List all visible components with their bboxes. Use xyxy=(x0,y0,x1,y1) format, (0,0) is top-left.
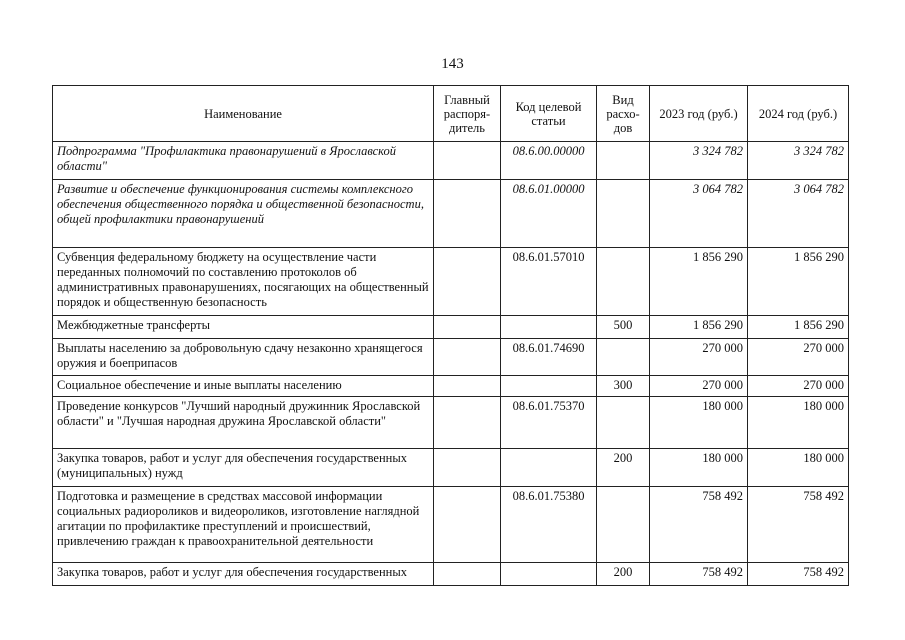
cell-2024: 1 856 290 xyxy=(748,316,849,339)
cell-code xyxy=(501,376,597,397)
header-2023: 2023 год (руб.) xyxy=(650,86,748,142)
cell-name: Выплаты населению за добровольную сдачу незаконно хранящегося оружия и боеприпасов xyxy=(53,339,434,376)
table-row xyxy=(53,376,849,397)
table-row xyxy=(53,339,849,376)
cell-kind xyxy=(597,180,650,248)
cell-code: 08.6.01.74690 xyxy=(501,339,597,376)
cell-2024: 180 000 xyxy=(748,449,849,487)
cell-2023: 758 492 xyxy=(650,563,748,586)
header-kind: Вид расхо-дов xyxy=(597,86,650,142)
cell-admin xyxy=(434,376,501,397)
cell-kind xyxy=(597,142,650,180)
table-row xyxy=(53,142,849,180)
cell-name: Развитие и обеспечение функционирования системы комплексного обеспечения общественного порядка и общественной безопасности, общей профилактики правонарушений xyxy=(53,180,434,248)
cell-code: 08.6.01.57010 xyxy=(501,248,597,316)
cell-kind: 200 xyxy=(597,449,650,487)
cell-2023: 270 000 xyxy=(650,339,748,376)
table-row xyxy=(53,487,849,563)
cell-name: Проведение конкурсов "Лучший народный дружинник Ярославской области" и "Лучшая народная дружина Ярославской области" xyxy=(53,397,434,449)
cell-2024: 1 856 290 xyxy=(748,248,849,316)
cell-2023: 270 000 xyxy=(650,376,748,397)
cell-kind: 300 xyxy=(597,376,650,397)
cell-name: Закупка товаров, работ и услуг для обеспечения государственных (муниципальных) нужд xyxy=(53,449,434,487)
cell-admin xyxy=(434,397,501,449)
cell-code xyxy=(501,563,597,586)
table-header-row xyxy=(53,86,849,142)
cell-name: Социальное обеспечение и иные выплаты населению xyxy=(53,376,434,397)
cell-code: 08.6.01.75380 xyxy=(501,487,597,563)
budget-table xyxy=(52,85,849,586)
cell-2024: 758 492 xyxy=(748,487,849,563)
table-row xyxy=(53,248,849,316)
cell-2023: 758 492 xyxy=(650,487,748,563)
header-name: Наименование xyxy=(53,86,434,142)
cell-2024: 270 000 xyxy=(748,339,849,376)
cell-name: Межбюджетные трансферты xyxy=(53,316,434,339)
cell-code xyxy=(501,316,597,339)
table-row xyxy=(53,449,849,487)
cell-admin xyxy=(434,248,501,316)
page-number: 143 xyxy=(441,56,464,72)
table-row xyxy=(53,180,849,248)
cell-2024: 270 000 xyxy=(748,376,849,397)
cell-code: 08.6.01.00000 xyxy=(501,180,597,248)
cell-kind: 500 xyxy=(597,316,650,339)
cell-admin xyxy=(434,316,501,339)
cell-2023: 180 000 xyxy=(650,449,748,487)
cell-kind xyxy=(597,248,650,316)
cell-name: Подпрограмма "Профилактика правонарушений в Ярославской области" xyxy=(53,142,434,180)
cell-admin xyxy=(434,563,501,586)
cell-name: Субвенция федеральному бюджету на осуществление части переданных полномочий по составлению протоколов об административных правонарушениях, посягающих на общественный порядок и общественную безопасность xyxy=(53,248,434,316)
cell-admin xyxy=(434,487,501,563)
cell-name: Подготовка и размещение в средствах массовой информации социальных радиороликов и видеороликов, изготовление наглядной агитации по профилактике преступлений и происшествий, привлечению граждан к правоохранительной деятельности xyxy=(53,487,434,563)
cell-2024: 758 492 xyxy=(748,563,849,586)
cell-kind xyxy=(597,487,650,563)
cell-2023: 3 064 782 xyxy=(650,180,748,248)
cell-2024: 3 324 782 xyxy=(748,142,849,180)
table-row xyxy=(53,316,849,339)
cell-admin xyxy=(434,142,501,180)
cell-2023: 3 324 782 xyxy=(650,142,748,180)
cell-code: 08.6.00.00000 xyxy=(501,142,597,180)
cell-admin xyxy=(434,339,501,376)
cell-name: Закупка товаров, работ и услуг для обеспечения государственных xyxy=(53,563,434,586)
table-row xyxy=(53,563,849,586)
cell-kind: 200 xyxy=(597,563,650,586)
cell-kind xyxy=(597,339,650,376)
cell-2023: 1 856 290 xyxy=(650,316,748,339)
table-row xyxy=(53,397,849,449)
cell-code xyxy=(501,449,597,487)
cell-code: 08.6.01.75370 xyxy=(501,397,597,449)
cell-admin xyxy=(434,449,501,487)
cell-kind xyxy=(597,397,650,449)
header-admin: Главный распоря-дитель xyxy=(434,86,501,142)
cell-2023: 180 000 xyxy=(650,397,748,449)
header-2024: 2024 год (руб.) xyxy=(748,86,849,142)
header-code: Код целевой статьи xyxy=(501,86,597,142)
cell-2024: 3 064 782 xyxy=(748,180,849,248)
cell-admin xyxy=(434,180,501,248)
cell-2024: 180 000 xyxy=(748,397,849,449)
cell-2023: 1 856 290 xyxy=(650,248,748,316)
